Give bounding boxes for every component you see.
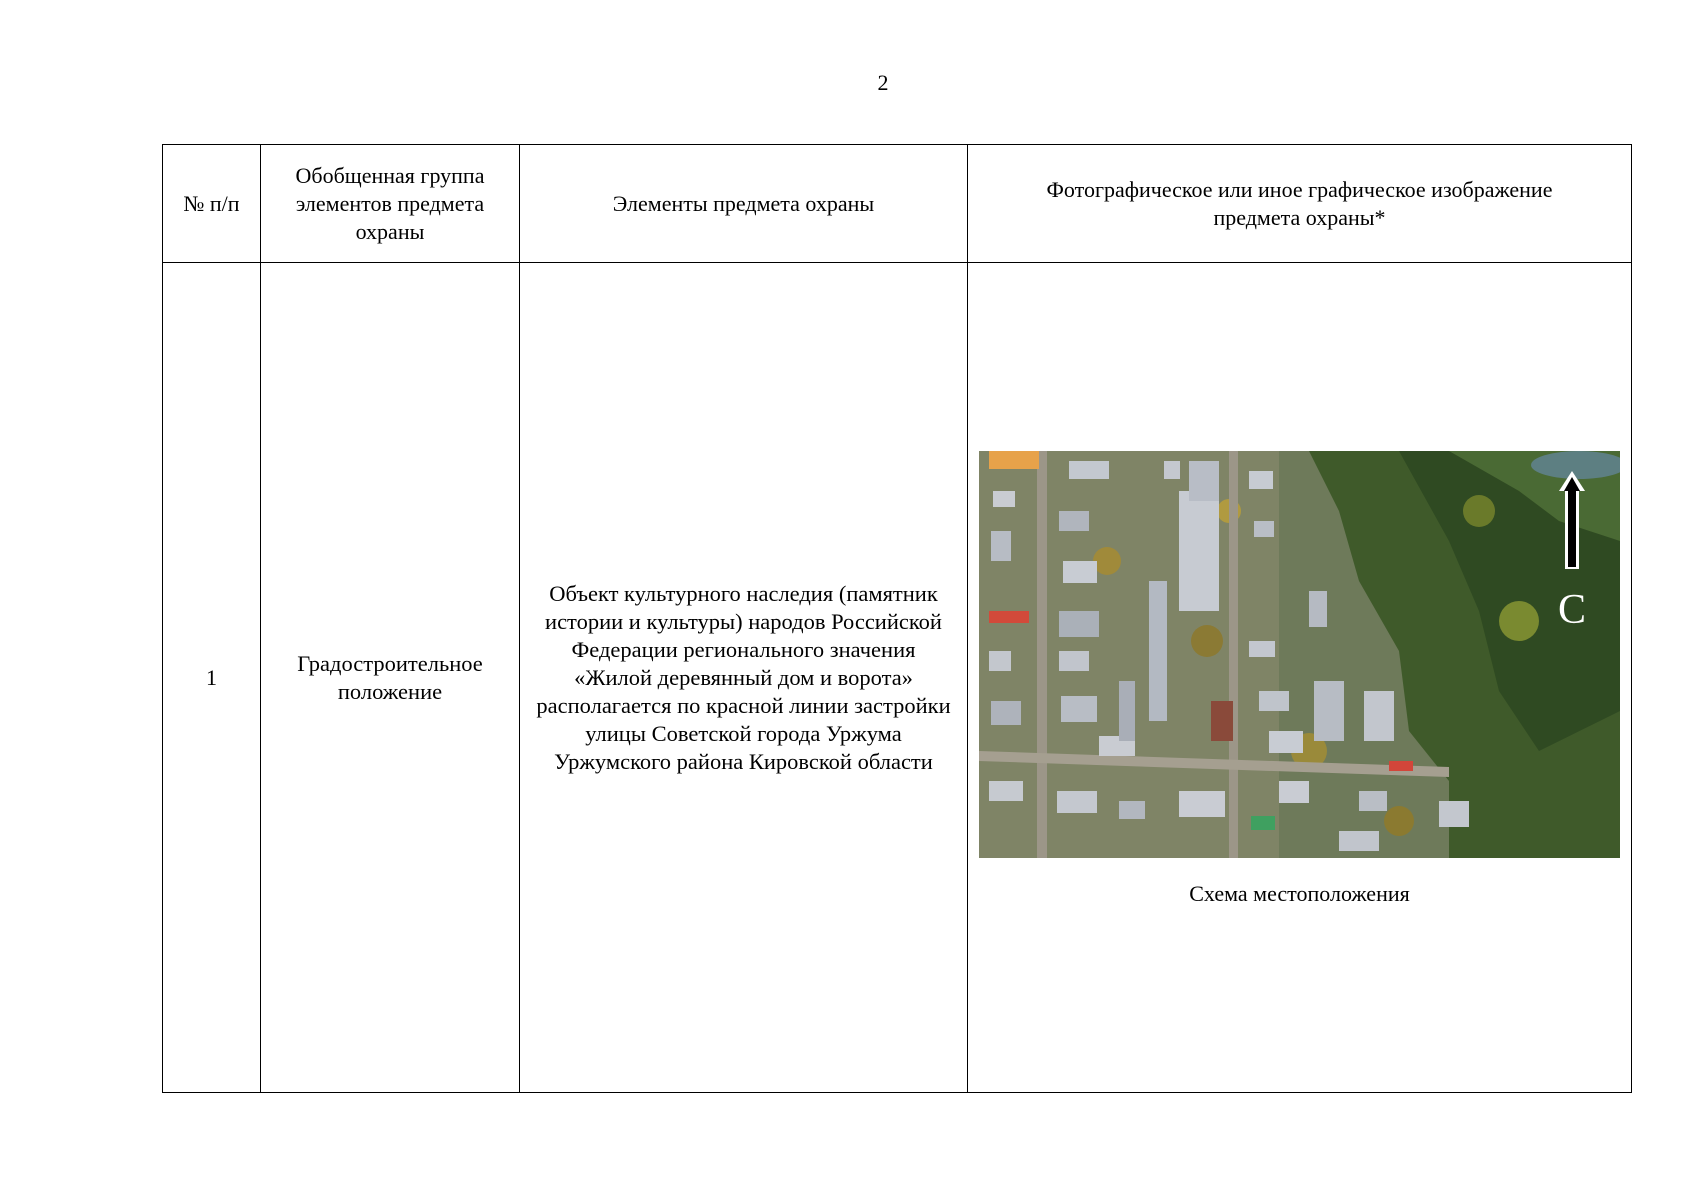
row-image-cell bbox=[968, 263, 1632, 1093]
table-row bbox=[163, 263, 1632, 1093]
header-element-group: Обобщенная группа элементов предмета охраны bbox=[261, 145, 520, 263]
row-number: 1 bbox=[163, 263, 261, 1093]
map-figure bbox=[976, 447, 1623, 908]
table-header-row bbox=[163, 145, 1632, 263]
header-number: № п/п bbox=[163, 145, 261, 263]
row-elements-description: Объект культурного наследия (памятник истории и культуры) народов Российской Федерации регионального значения «Жилой деревянный дом и ворота» располагается по красной линии застройки улицы Советской города Уржума Уржумского района Кировской области bbox=[520, 263, 968, 1093]
header-elements: Элементы предмета охраны bbox=[520, 145, 968, 263]
map-caption: Схема местоположения bbox=[1189, 881, 1410, 906]
page-number: 2 bbox=[877, 70, 889, 95]
header-image bbox=[968, 145, 1632, 263]
aerial-map-image bbox=[979, 451, 1620, 858]
north-label: С bbox=[1557, 587, 1587, 633]
row-element-group: Градостроительное положение bbox=[261, 263, 520, 1093]
header-image-label: Фотографическое или иное графическое изображение предмета охраны* bbox=[1046, 176, 1553, 230]
protection-subject-table bbox=[162, 144, 1632, 1093]
